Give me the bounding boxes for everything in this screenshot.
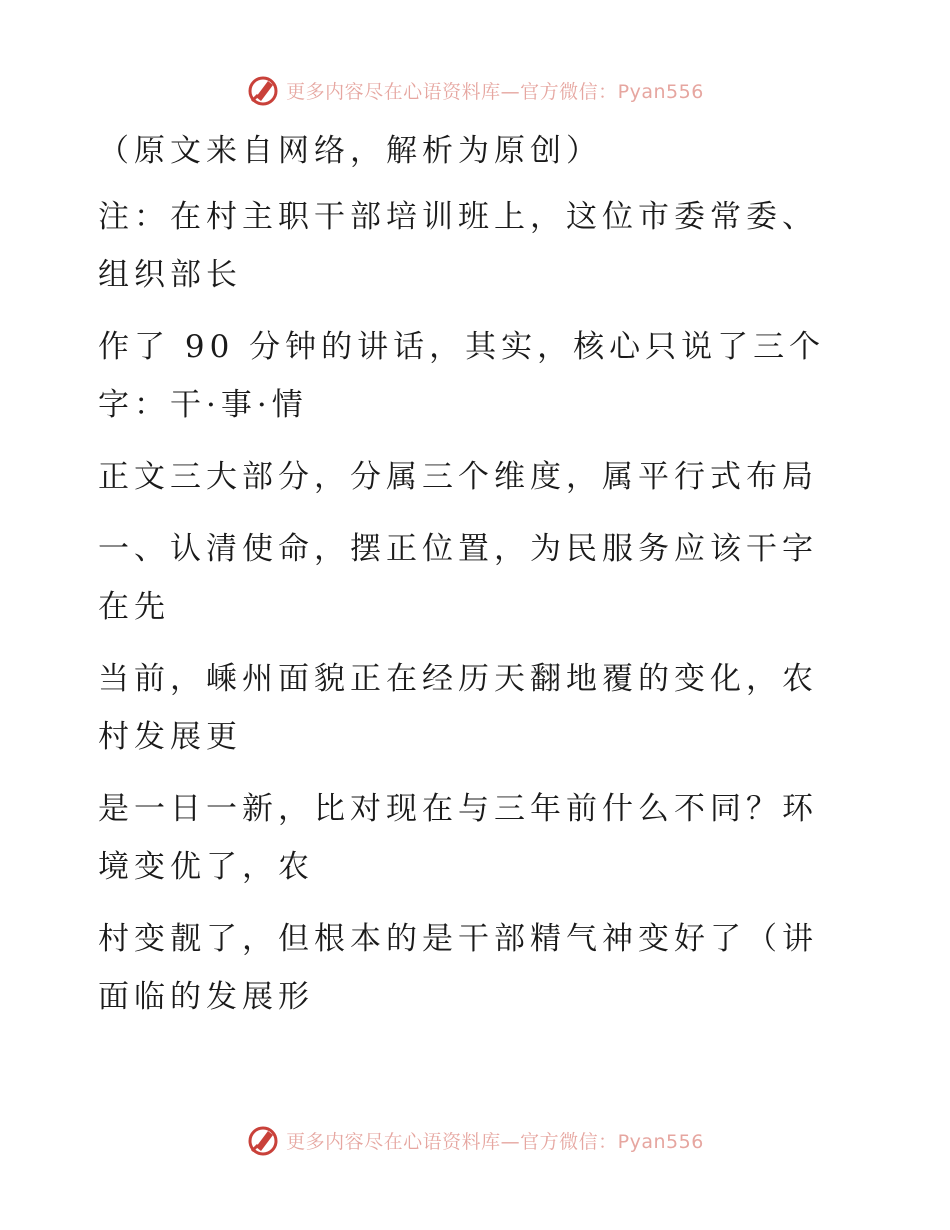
paragraph-body-3: 村变靓了，但根本的是干部精气神变好了（讲面临的发展形 <box>98 921 818 1015</box>
paragraph-summary: 作了 90 分钟的讲话，其实，核心只说了三个字：干·事·情 <box>98 329 826 423</box>
paragraph-structure: 正文三大部分，分属三个维度，属平行式布局 <box>98 459 818 495</box>
paragraph-body-2: 是一日一新，比对现在与三年前什么不同？环境变优了，农 <box>98 791 818 885</box>
header-banner <box>0 70 950 110</box>
paragraph-note: 注：在村主职干部培训班上，这位市委常委、组织部长 <box>98 199 818 293</box>
paragraph-body-1: 当前，嵊州面貌正在经历天翻地覆的变化，农村发展更 <box>98 661 818 755</box>
section-heading-one: 一、认清使命，摆正位置，为民服务应该干字在先 <box>98 531 818 625</box>
pen-nib-logo-icon <box>246 73 280 107</box>
footer-banner <box>0 1120 950 1160</box>
header-banner-text: 更多内容尽在心语资料库—官方微信：Pyan556 <box>286 80 704 103</box>
paragraph-source-note: （原文来自网络，解析为原创） <box>98 133 602 169</box>
document-body <box>98 122 838 1040</box>
pen-nib-logo-icon <box>246 1123 280 1157</box>
footer-banner-text: 更多内容尽在心语资料库—官方微信：Pyan556 <box>286 1130 704 1153</box>
